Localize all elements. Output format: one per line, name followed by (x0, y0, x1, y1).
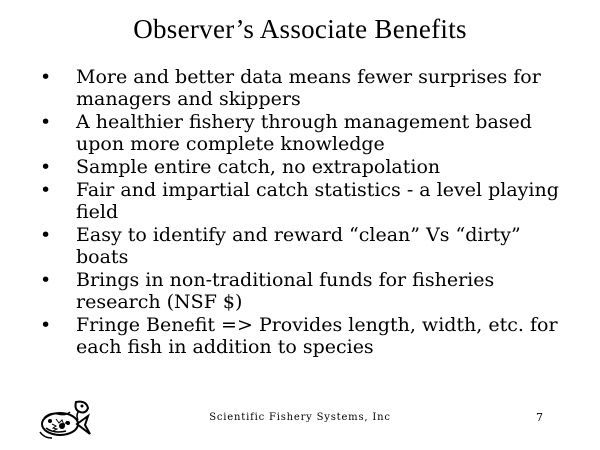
bullet-item (36, 314, 576, 358)
bullet-marker: • (40, 111, 52, 133)
bullet-item (36, 111, 576, 155)
bullet-marker: • (40, 66, 52, 88)
bullet-text: Fair and impartial catch statistics - a level playing field (76, 179, 559, 223)
bullet-item (36, 66, 576, 110)
bullet-marker: • (40, 179, 52, 201)
bullet-marker: • (40, 224, 52, 246)
bullet-item (36, 269, 576, 313)
bullet-marker: • (40, 156, 52, 178)
page-number: 7 (536, 411, 543, 424)
bullet-text: Fringe Benefit => Provides length, width, etc. for each fish in addition to species (76, 314, 558, 358)
bullet-text: Brings in non-traditional funds for fisheries research (NSF $) (76, 269, 495, 313)
bullet-text: Easy to identify and reward “clean” Vs “dirty” boats (76, 224, 521, 268)
bullet-text: Sample entire catch, no extrapolation (76, 156, 441, 178)
slide-title: Observer’s Associate Benefits (133, 14, 467, 44)
bullet-text: A healthier fishery through management based upon more complete knowledge (76, 111, 532, 155)
bullet-item (36, 224, 576, 268)
footer-company: Scientific Fishery Systems, Inc (209, 412, 391, 423)
bullet-marker: • (40, 269, 52, 291)
bullet-item (36, 179, 576, 223)
bullet-item (36, 156, 576, 178)
bullet-marker: • (40, 314, 52, 336)
bullet-list (36, 66, 576, 359)
bullet-text: More and better data means fewer surprises for managers and skippers (76, 66, 541, 110)
